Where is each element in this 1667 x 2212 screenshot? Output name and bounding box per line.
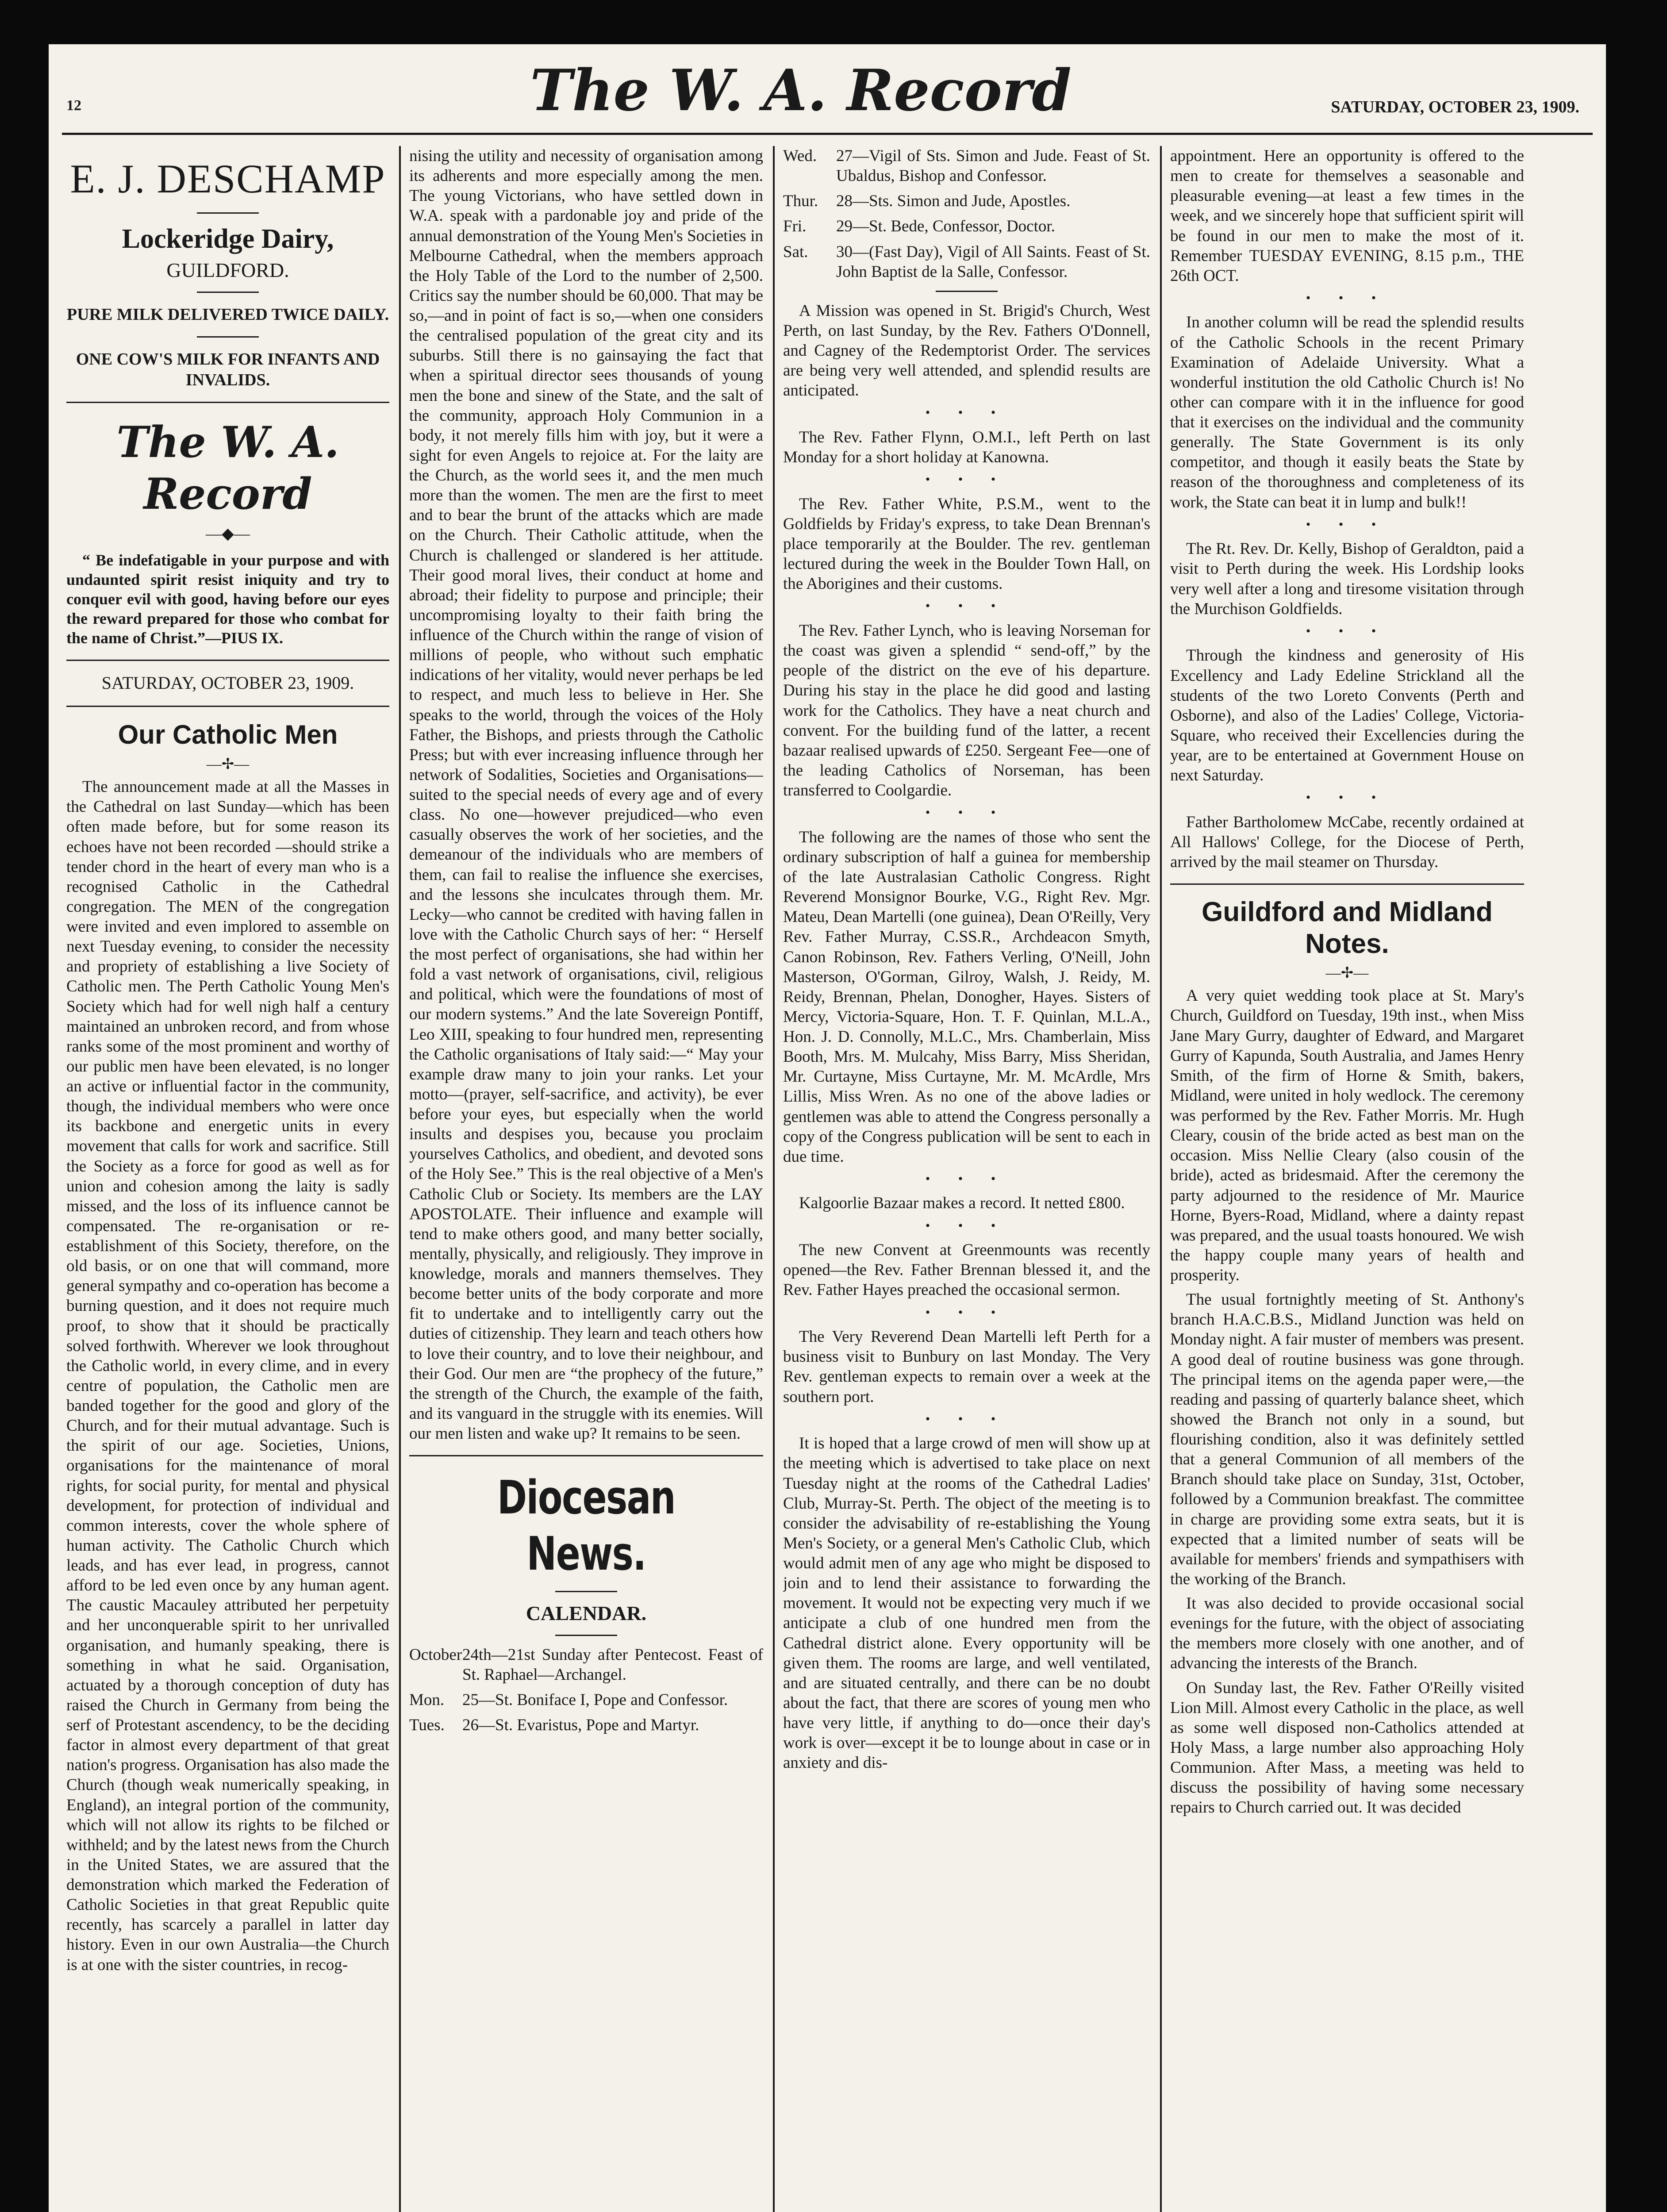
advert-line-infants: ONE COW'S MILK FOR INFANTS AND INVALIDS. <box>76 350 380 389</box>
dots-ornament-icon: • • • <box>925 1305 1008 1320</box>
dots-ornament-icon: • • • <box>925 599 1008 614</box>
cross-ornament-icon: —✢— <box>1325 964 1369 981</box>
dots-ornament-icon: • • • <box>1306 517 1389 532</box>
article-paragraph: It was also decided to provide occasional social evenings for the future, with the object of associating the members more closely with one another, and of advancing the interests of the Branch. <box>1170 1594 1524 1673</box>
news-item: The Rev. Father White, P.S.M., went to the Goldfields by Friday's express, to take Dean Brennan's place temporarily at the Boulder. The rev. gentleman lectured during the week in the Boulder Town Hall, on the Aborigines and their customs. <box>783 495 1150 593</box>
news-item: The new Convent at Greenmounts was recently opened—the Rev. Father Brennan blessed it, and the Rev. Father Hayes preached the occasional sermon. <box>783 1241 1150 1299</box>
dateline: SATURDAY, OCTOBER 23, 1909. <box>101 672 354 693</box>
advert-town: GUILDFORD. <box>166 258 289 281</box>
article-paragraph: On Sunday last, the Rev. Father O'Reilly visited Lion Mill. Almost every Catholic in the place, as well as some well disposed non-Catholics attended at Holy Mass, a large number also approaching Holy Communion. After Mass, a meeting was held to discuss the possibility of having some necessary repairs to Church carried out. It was decided <box>1170 1678 1524 1817</box>
article-paragraph: A very quiet wedding took place at St. Mary's Church, Guildford on Tuesday, 19th inst., when Miss Jane Mary Gurry, daughter of Edward, and Margaret Gurry of Kapunda, South Australia, and James Henry Smith, of the firm of Horne & Smith, bakers, Midland, were united in holy wedlock. The ceremony was performed by the Rev. Father Morris. Mr. Hugh Cleary, cousin of the bride acted as best man on the occasion. Miss Nellie Cleary (also cousin of the bride), acted as bridesmaid. After the ceremony the party adjourned to the residence of Mr. Maurice Horne, Byers-Road, Midland, where a dainty repast was prepared, and the usual toasts honoured. We wish the happy couple many years of health and prosperity. <box>1170 987 1524 1285</box>
calendar-text: 30—(Fast Day), Vigil of All Saints. Feast of St. John Baptist de la Salle, Confessor. <box>836 242 1150 281</box>
article-paragraph: The usual fortnightly meeting of St. Anthony's branch H.A.C.B.S., Midland Junction was held on Monday night. A fair muster of members was present. A good deal of routine business was gone through. The principal items on the agenda paper were,—the reading and passing of quarterly balance sheet, which showed the Branch not only in a sound, but flourishing condition, also it was definitely settled that a general Communion of all members of the Branch should take place on Sunday, 31st, October, followed by a Communion breakfast. The committee in charge are providing some extra seats, but it is expected that a limited number of seats will be available for members' friends and sympathisers with the working of the Branch. <box>1170 1290 1524 1588</box>
news-item: appointment. Here an opportunity is offered to the men to create for themselves a seasonable and pleasurable evening—at least a few times in the week, and we sincerely hope that sufficient spirit will be found in our men to make the most of it. Remember TUESDAY EVENING, 8.15 p.m., THE 26th OCT. <box>1170 147 1524 285</box>
news-item: Kalgoorlie Bazaar makes a record. It netted £800. <box>799 1194 1125 1213</box>
calendar-entry <box>783 191 1150 211</box>
calendar-entry <box>409 1645 763 1685</box>
news-item: A Mission was opened in St. Brigid's Church, West Perth, on last Sunday, by the Rev. Fathers O'Donnell, and Cagney of the Redemptorist Order. The services are being very well attended, and splendid results are anticipated. <box>783 301 1150 400</box>
calendar-entry <box>783 216 1150 236</box>
calendar-entry <box>783 146 1150 186</box>
divider <box>409 1455 763 1456</box>
news-item: The following are the names of those who sent the ordinary subscription of half a guinea for membership of the late Australasian Catholic Congress. Right Reverend Monsignor Bourke, V.G., Right Rev. Mgr. Mateu, Dean Martelli (one guinea), Dean O'Reilly, Very Rev. Father Murray, C.SS.R., Archdeacon Smyth, Canon Robinson, Rev. Fathers Verling, O'Neill, John Masterson, O'Gorman, Gilroy, Walsh, J. Reidy, M. Reidy, Brennan, Phelan, Donogher, Hayes. Sisters of Mercy, Victoria-Square, Hon. T. F. Quinlan, M.L.A., Hon. J. D. Connolly, M.L.C., Mrs. Chamberlain, Miss Booth, Mrs. M. Mulcahy, Miss Barry, Miss Sheridan, Mr. Curtayne, Miss Curtayne, Mr. M. McArdle, Mrs Lillis, Miss Wren. As no one of the above ladies or gentlemen was able to attend the Congress personally a copy of the Congress publication will be sent to each in due time. <box>783 828 1150 1166</box>
calendar-day: Thur. <box>783 192 818 211</box>
column-3 <box>783 146 1150 2212</box>
news-item: The Rev. Father Flynn, O.M.I., left Perth on last Monday for a short holiday at Kanowna. <box>783 428 1150 467</box>
dots-ornament-icon: • • • <box>1306 623 1389 638</box>
section-title-guildford-midland: Guildford and Midland Notes. <box>1202 897 1493 959</box>
calendar-title: CALENDAR. <box>526 1601 647 1624</box>
divider <box>1170 883 1524 885</box>
article-paragraph: The announcement made at all the Masses in the Cathedral on last Sunday—which has been often made before, but for some reason its echoes have not been recorded —should strike a tender chord in the heart of every man who is a recognised Catholic in the Cathedral congregation. The MEN of the congregation were invited and even implored to assemble on next Tuesday evening, to consider the necessity and propriety of establishing a live Society of Catholic men. The Perth Catholic Young Men's Society which had for well nigh half a century maintained an unbroken record, and from whose ranks some of the most prominent and worthy of our public men have been elevated, is no longer an active or influential factor in the community, though, the individual members who were once its backbone and energetic units in every movement that calls for work and sacrifice. Still the Society as a force for good as well as for union and cohesion among the laity is sadly missed, and the loss of its influence cannot be compensated. The re-organisation or re-establishment of this Society, therefore, on the old basis, or on one that will command, more general sympathy and co-operation has become a burning question, and it does not require much proof, to show that it should be practically solved forthwith. Wherever we look throughout the Catholic world, in every clime, and in every centre of population, the Catholic men are banded together for the good and glory of the Church, and for their mutual advantage. Such is the spirit of our age. Societies, Unions, organisations for the maintenance of moral rights, for social purity, for mental and physical development, for protection of individual and common interests, cover the whole sphere of human activity. The Catholic Church which leads, and has ever lead, in progress, cannot afford to be led even once by any human agent. The caustic Macauley attributed her perpetuity and her unconquerable spirit to her unrivalled organisation, and humanly speaking, there is something in what he said. Organisation, actuated by a thorough conception of duty has raised the Church in Germany from being the serf of Protestant ascendency, to be the deciding factor in almost every department of that great nation's progress. Organisation has also made the Church (though weak numerically speaking, in England), an integral portion of the community, which will not allow its rights to be filched or withheld; and by the latest news from the Church in the United States, we are assured that the demonstration which marked the Federation of Catholic Societies in that great Republic quite recently, has scarcely a parallel in latter day history. Even in our own Australia—the Church is at one with the sister countries, in recog- <box>66 778 389 1974</box>
newspaper-page <box>49 44 1606 2212</box>
dots-ornament-icon: • • • <box>925 405 1008 420</box>
column-4 <box>1170 146 1524 2212</box>
news-item: It is hoped that a large crowd of men will show up at the meeting which is advertised to take place on next Tuesday night at the rooms of the Cathedral Ladies' Club, Murray-St. Perth. The object of the meeting is to consider the advisability of re-establishing the Young Men's Society, or a general Men's Catholic Club, which would admit men of any age who might be disposed to join and to lend their assistance to forwarding the movement. It would not be expecting very much if we anticipate a club of one hundred men from the Cathedral district alone. Every opportunity will be given them. The rooms are large, and well ventilated, and are situated centrally, and there can be no doubt about the fact, that there are scores of young men who have very little, if anything to do—once their day's work is over—except it be to lounge about in case or in anxiety and dis- <box>783 1434 1150 1772</box>
divider <box>197 292 259 293</box>
cross-ornament-icon: —✢— <box>206 756 250 772</box>
dots-ornament-icon: • • • <box>925 1218 1008 1233</box>
masthead <box>49 44 1606 133</box>
dots-ornament-icon: • • • <box>925 472 1008 487</box>
divider <box>66 706 389 707</box>
column-rule <box>773 146 775 2212</box>
motto: “ Be indefatigable in your purpose and with undaunted spirit resist iniquity and try to conquer evil with good, having before our eyes the reward prepared for those who combat for the name of Christ.”—PIUS IX. <box>66 551 389 647</box>
news-item: The Rt. Rev. Dr. Kelly, Bishop of Geraldton, paid a visit to Perth during the week. His Lordship looks very well after a long and tiresome visitation through the Murchison Goldfields. <box>1170 540 1524 618</box>
advert-name: E. J. DESCHAMP <box>70 156 386 201</box>
divider <box>66 402 389 403</box>
calendar-text: 28—Sts. Simon and Jude, Apostles. <box>836 192 1071 211</box>
divider <box>555 1591 617 1592</box>
column-2 <box>409 146 763 2212</box>
article-title-catholic-men: Our Catholic Men <box>118 719 338 749</box>
calendar-text: 24th—21st Sunday after Pentecost. Feast of St. Raphael—Archangel. <box>462 1645 763 1684</box>
diamond-ornament-icon: —◆— <box>206 525 250 543</box>
calendar-day: Mon. <box>409 1691 445 1709</box>
advert-dairy: Lockeridge Dairy, <box>122 224 334 254</box>
divider <box>197 212 259 214</box>
calendar-entry <box>783 242 1150 282</box>
news-item: Father Bartholomew McCabe, recently ordained at All Hallows' College, for the Diocese of Perth, arrived by the mail steamer on Thursday. <box>1170 813 1524 872</box>
calendar-day: Sat. <box>783 242 808 261</box>
calendar-day: Tues. <box>409 1716 445 1735</box>
dots-ornament-icon: • • • <box>925 1411 1008 1426</box>
calendar-day: October <box>409 1645 462 1664</box>
calendar-day: Wed. <box>783 147 817 165</box>
divider <box>555 1635 617 1636</box>
news-item: The Rev. Father Lynch, who is leaving Norseman for the coast was given a splendid “ send-off,” by the people of the district on the eve of his departure. During his stay in the place he did good and lasting work for the Catholics. They have a neat church and convent. For the building fund of the latter, a recent bazaar realised upwards of £250. Sergeant Fee—one of the leading Catholics of Norseman, has been transferred to Coolgardie. <box>783 622 1150 800</box>
calendar-text: 29—St. Bede, Confessor, Doctor. <box>836 217 1055 236</box>
news-item: The Very Reverend Dean Martelli left Perth for a business visit to Bunbury on last Monday. The Very Rev. gentleman expects to remain over a week at the southern port. <box>783 1328 1150 1406</box>
divider <box>936 291 998 292</box>
calendar-text: 25—St. Boniface I, Pope and Confessor. <box>462 1691 728 1709</box>
column-rule <box>1160 146 1162 2212</box>
calendar-entry <box>409 1690 763 1710</box>
dots-ornament-icon: • • • <box>925 805 1008 820</box>
divider <box>197 336 259 338</box>
divider <box>66 660 389 661</box>
masthead-title: The W. A. Record <box>530 58 1072 124</box>
news-item: Through the kindness and generosity of His Excellency and Lady Edeline Strickland all the students of the two Loreto Convents (Perth and Osborne), and also of the Ladies' College, Victoria-Square, who received their Excellencies during the year, are to be entertained at Government House on next Saturday. <box>1170 646 1524 785</box>
news-item: In another column will be read the splendid results of the Catholic Schools in the recent Primary Examination of Adelaide University. What a wonderful institution the old Catholic Church is! No other can compare with it in the influence for good that it exercises on the individual and the community generally. The State Government is its only competitor, and though it easily beats the State by reason of the thoroughness and completeness of its work, the State can beat it in lump and bulk!! <box>1170 313 1524 511</box>
section-title-diocesan-news: Diocesan News. <box>497 1471 676 1581</box>
record-logo: The W. A. Record <box>116 417 339 519</box>
masthead-rule <box>62 133 1593 135</box>
advert-line-milk: PURE MILK DELIVERED TWICE DAILY. <box>66 305 389 324</box>
dots-ornament-icon: • • • <box>1306 790 1389 805</box>
calendar-text: 27—Vigil of Sts. Simon and Jude. Feast of St. Ubaldus, Bishop and Confessor. <box>836 147 1150 185</box>
article-paragraph: nising the utility and necessity of organisation among its adherents and more especially among the men. The young Victorians, who have settled down in W.A. speak with a pardonable joy and pride of the annual demonstration of the Young Men's Societies in Melbourne Cathedral, when the members approach the Holy Table of the Lord to the number of 2,500. Critics say the number should be 60,000. That may be so,—and in point of fact is so,—when one considers the centralised population of the great city and its suburbs. Still there is no gainsaying the fact that when a spiritual director sees thousands of young men the bone and sinew of the State, and the salt of the community, approach Holy Communion in a body, it not merely fills him with joy, but it were a sight for even Angels to rejoice at. For the laity are the Church, as the world sees it, and the men much more than the women. The men are the first to meet and to bear the brunt of the attacks which are made on the Church. Their Catholic attitude, when the Church is challenged or slandered is her attitude. Their good moral lives, their conduct at home and abroad; their fidelity to purpose and principle; their uncompromising loyalty to their faith bring the influence of the Church within the range of vision of millions of people, who without such emphatic indications of her vitality, would never perhaps be led to respect, and much less to believe in Her. She speaks to the world, through the voices of the Holy Father, the Bishops, and priests through the Catholic Press; but with ever increasing influence through her network of Sodalities, Societies and Organisations—suited to the special needs of every age and of every class. No one—however prejudiced—who even casually observes the work of her societies, and the demeanour of the individuals who are members of them, can fail to realise the influence she exercises, and the lessons she inculcates through them. Mr. Lecky—who cannot be credited with having fallen in love with the Catholic Church says of her: “ Herself the most perfect of organisations, she had within her fold a vast network of organisations, civil, religious and political, which were the foundations of most of our modern systems.” And the late Sovereign Pontiff, Leo XIII, speaking to four hundred men, representing the Catholic organisations of Italy said:—“ May your example draw many to join your ranks. Let your motto—(prayer, self-sacrifice, and activity), be ever before your eyes, but especially when the world insults and despises you, because you proclaim yourselves Catholics, and obedient, and devoted sons of the Holy See.” This is the real objective of a Men's Catholic Club or Society. Its members are the LAY APOSTOLATE. Their influence and example will tend to make others good, and many better socially, mentally, physically, and religiously. They improve in knowledge, morals and manners themselves. They become better units of the body corporate and more fit to undertake and to intelligently carry out the duties of citizenship. They learn and teach others how to love their country, and to love their neighbour, and their God. Our men are “the prophecy of the future,” the strength of the Church, the example of the faith, and its vanguard in the struggle with its enemies. Will our men listen and wake up? It remains to be seen. <box>409 147 763 1443</box>
masthead-date: SATURDAY, OCTOBER 23, 1909. <box>1331 98 1579 116</box>
column-rule <box>399 146 401 2212</box>
page-number: 12 <box>66 97 81 114</box>
column-1 <box>66 146 389 2212</box>
dots-ornament-icon: • • • <box>1306 290 1389 305</box>
calendar-entry <box>409 1715 763 1735</box>
dots-ornament-icon: • • • <box>925 1171 1008 1186</box>
calendar-text: 26—St. Evaristus, Pope and Martyr. <box>462 1716 699 1735</box>
calendar-day: Fri. <box>783 217 807 236</box>
